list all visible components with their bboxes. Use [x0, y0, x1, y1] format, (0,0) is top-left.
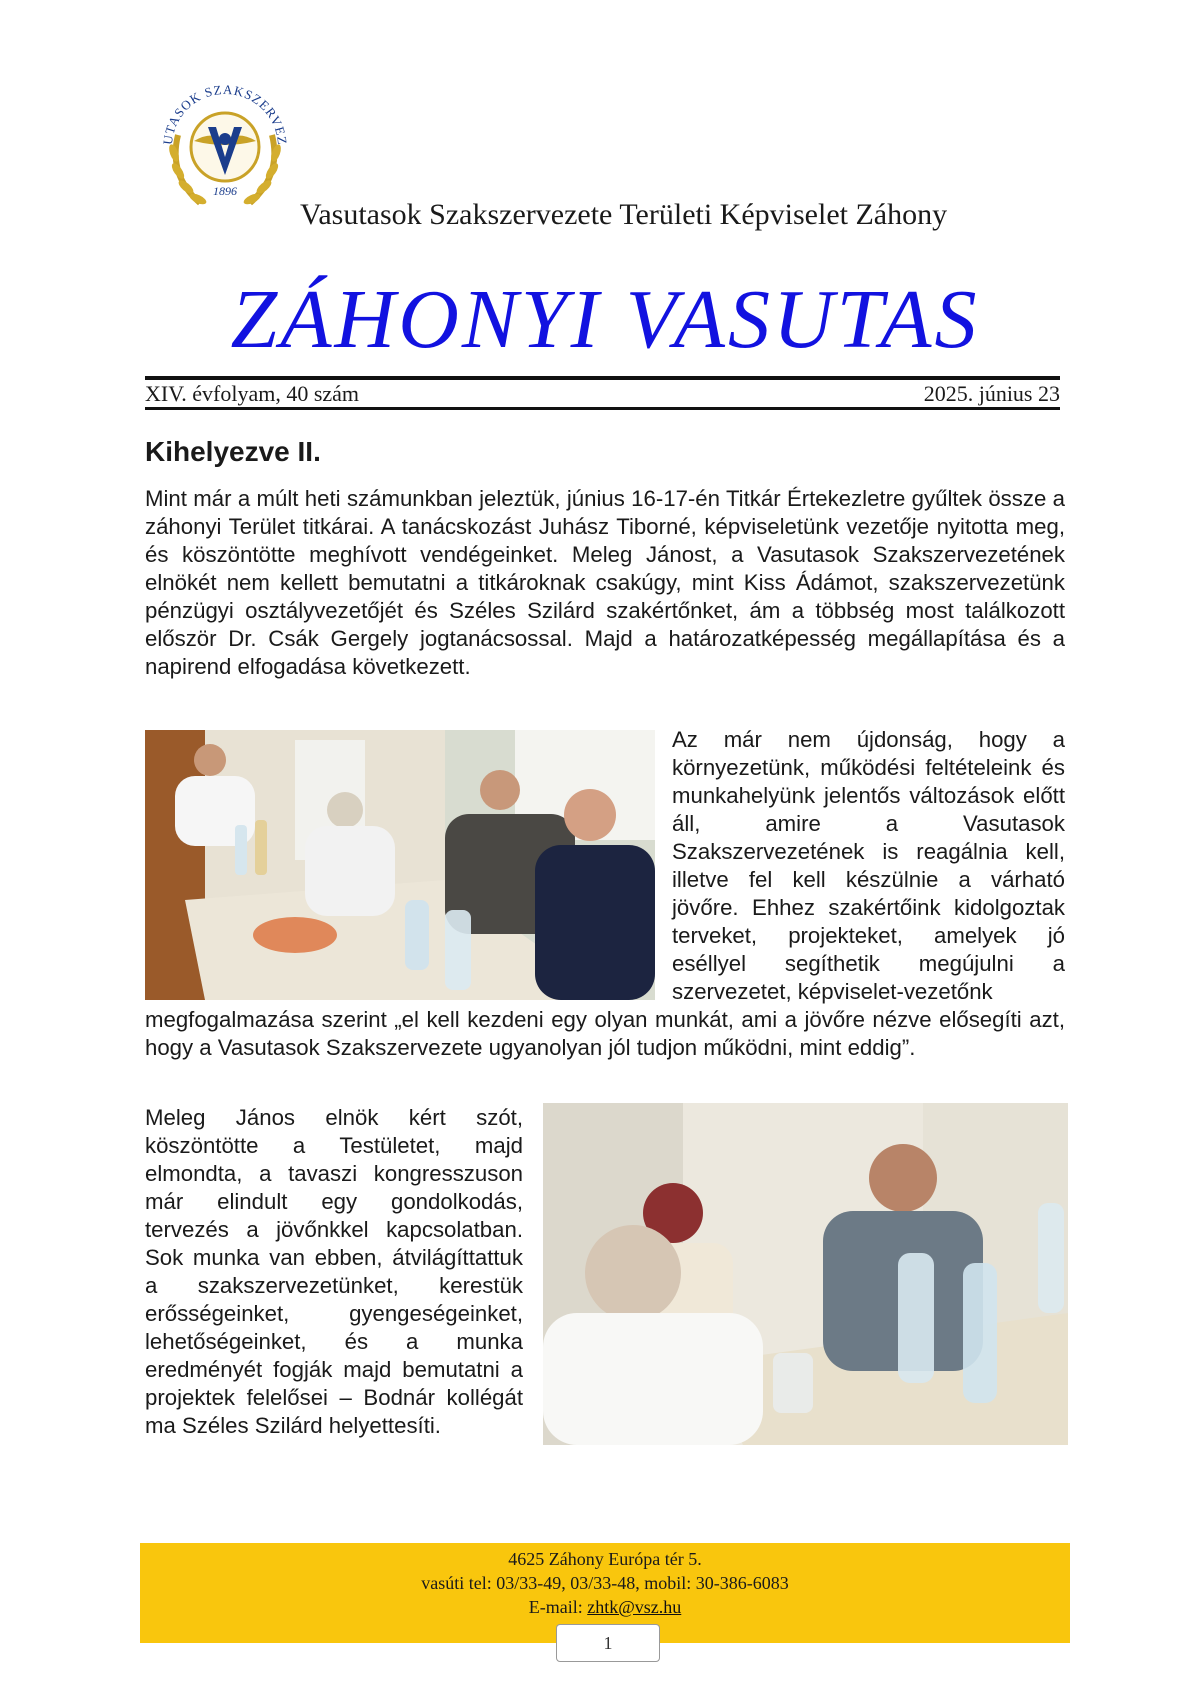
article-headline: Kihelyezve II. — [145, 436, 321, 467]
meeting-photo-2 — [543, 1103, 1068, 1445]
footer-phones: vasúti tel: 03/33-49, 03/33-48, mobil: 30-386-6083 — [421, 1573, 789, 1593]
union-logo — [150, 75, 300, 225]
footer-address: 4625 Záhony Európa tér 5. — [508, 1549, 702, 1569]
volume-number: XIV. évfolyam, 40 szám — [145, 380, 360, 406]
page-number: 1 — [556, 1624, 660, 1662]
logo-ring-text: UTASOK SZAKSZERVEZ — [159, 81, 291, 147]
paragraph-3: Meleg János elnök kért szót, köszöntötte a Testületet, majd elmondta, a tavaszi kongresszuson már elindult egy gondolkodás, tervezés a jövőnkkel kapcsolatban. Sok munka van ebben, átvilágíttattuk a szakszervezetünket, kerestük erősségeinket, gyengeségeinket, lehetőségeinket, és a munka eredményét fogják majd bemutatni a projektek felelősei – Bodnár kollégát ma Széles Szilárd helyettesíti. — [145, 1105, 523, 1438]
masthead-title: ZÁHONYI VASUTAS — [230, 273, 980, 366]
paragraph-2-continued: megfogalmazása szerint „el kell kezdeni egy olyan munkát, ami a jövőre nézve elősegíti azt, hogy a Vasutasok Szakszervezete ugyanolyan jól tudjon működni, mint eddig”. — [145, 1007, 1065, 1060]
footer-email-label: E-mail: — [528, 1597, 588, 1617]
meeting-photo-1 — [145, 730, 655, 1000]
footer-email-link[interactable]: zhtk@vsz.hu — [587, 1597, 682, 1617]
issue-bar — [145, 376, 1060, 410]
paragraph-2: Az már nem újdonság, hogy a környezetünk, működési feltételeink és munkahelyünk jelentős változások előtt áll, amire a Vasutasok Szakszervezetének is reagálnia kell, illetve fel kell készülnie a várható jövőre. Ehhez szakértőink kidolgoztak terveket, projekteket, amelyek jó eséllyel segíthetik megújulni a szervezetet, képviselet-vezetőnk — [672, 727, 1065, 1004]
logo-year: 1896 — [213, 184, 237, 198]
organization-name: Vasutasok Szakszervezete Területi Képviselet Záhony — [300, 198, 948, 231]
footer-email-line — [140, 1595, 1070, 1619]
issue-date: 2025. június 23 — [923, 380, 1060, 406]
paragraph-1: Mint már a múlt heti számunkban jeleztük, június 16-17-én Titkár Értekezletre gyűltek össze a záhonyi Terület titkárai. A tanácskozást Juhász Tiborné, képviseletünk vezetője nyitotta meg, és köszöntötte meghívott vendégeinket. Meleg Jánost, a Vasutasok Szakszervezetének elnökét nem kellett bemutatni a titkároknak csakúgy, mint Kiss Ádámot, szakszervezetünk pénzügyi osztályvezetőjét és Széles Szilárd szakértőnket, ám a többség most találkozott először Dr. Csák Gergely jogtanácsossal. Majd a határozatképesség megállapítása és a napirend elfogadása következett. — [145, 486, 1065, 679]
